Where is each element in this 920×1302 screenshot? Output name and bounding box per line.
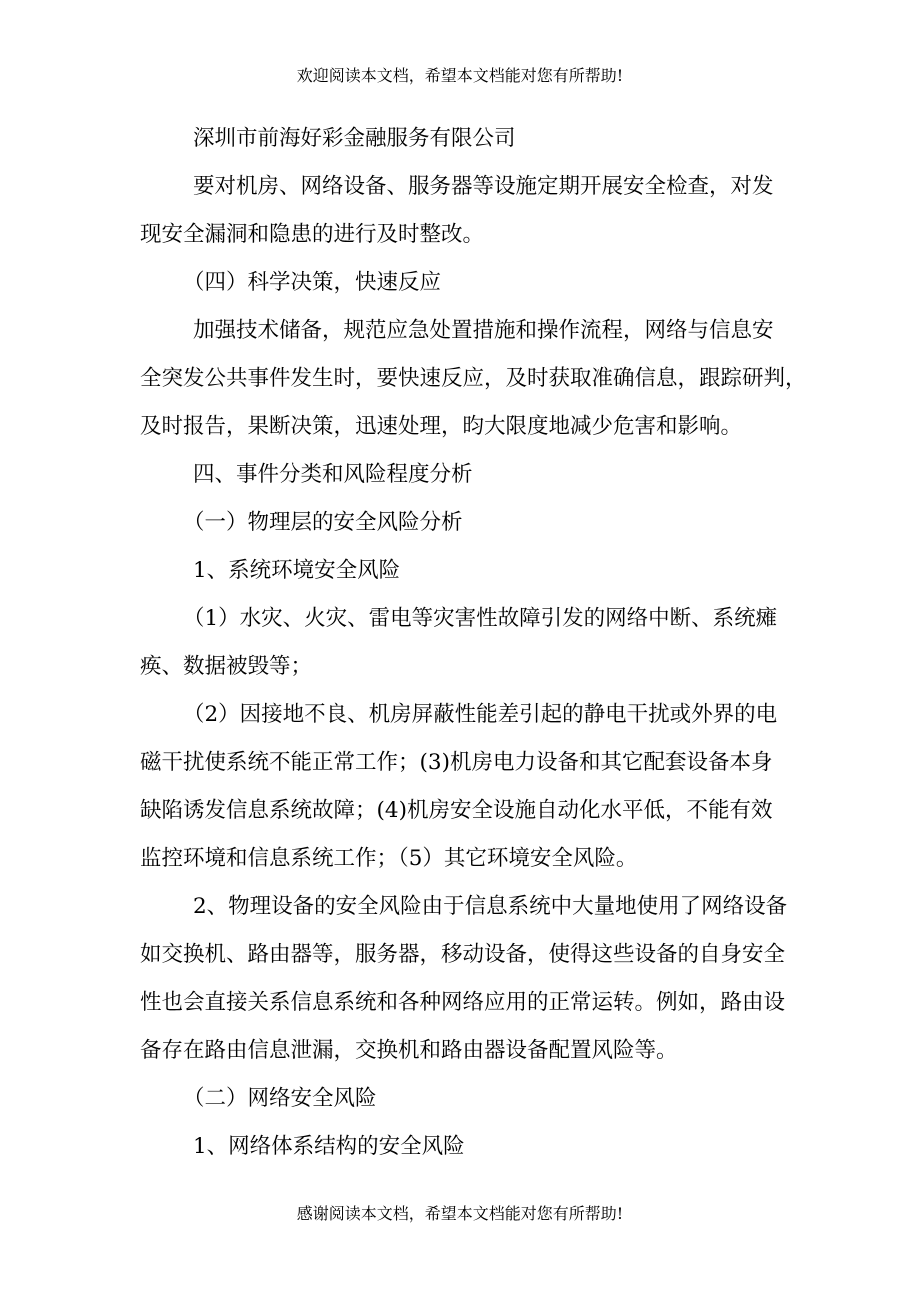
paragraph-line: 磁干扰使系统不能正常工作；(3)机房电力设备和其它配套设备本身 (140, 750, 773, 775)
section-heading: （一）物理层的安全风险分析 (183, 510, 463, 535)
section-heading: （二）网络安全风险 (183, 1086, 377, 1111)
paragraph-line: 如交换机、路由器等，服务器，移动设备，使得这些设备的自身安全 (140, 942, 786, 967)
section-heading: （四）科学决策，快速反应 (183, 270, 442, 295)
paragraph-line: （1）水灾、火灾、雷电等灾害性故障引发的网络中断、系统瘫 (183, 606, 778, 631)
paragraph-line: 全突发公共事件发生时，要快速反应，及时获取准确信息，跟踪研判， (140, 366, 807, 391)
paragraph-line: 2、物理设备的安全风险由于信息系统中大量地使用了网络设备 (193, 894, 788, 919)
paragraph-line: 及时报告，果断决策，迅速处理，昀大限度地减少危害和影响。 (140, 414, 743, 439)
section-heading: 1、系统环境安全风险 (193, 558, 401, 583)
section-heading: 1、网络体系结构的安全风险 (193, 1134, 465, 1159)
paragraph-line: 加强技术储备，规范应急处置措施和操作流程，网络与信息安 (193, 318, 774, 343)
paragraph-line: 现安全漏洞和隐患的进行及时整改。 (140, 222, 485, 247)
paragraph-line: 缺陷诱发信息系统故障；(4)机房安全设施自动化水平低，不能有效 (140, 798, 773, 823)
paragraph-line: 性也会直接关系信息系统和各种网络应用的正常运转。例如，路由设 (140, 990, 786, 1015)
company-name-line: 深圳市前海好彩金融服务有限公司 (193, 126, 516, 151)
paragraph-line: 备存在路由信息泄漏，交换机和路由器设备配置风险等。 (140, 1038, 678, 1063)
page-footer: 感谢阅读本文档，希望本文档能对您有所帮助! (296, 1204, 624, 1223)
paragraph-line: 监控环境和信息系统工作；（5）其它环境安全风险。 (140, 846, 638, 871)
section-heading: 四、事件分类和风险程度分析 (193, 462, 473, 487)
document-body (140, 115, 807, 1171)
paragraph-line: （2）因接地不良、机房屏蔽性能差引起的静电干扰或外界的电 (183, 702, 778, 727)
paragraph-line: 要对机房、网络设备、服务器等设施定期开展安全检查，对发 (193, 174, 774, 199)
paragraph-line: 痪、数据被毁等； (140, 654, 313, 679)
page-header: 欢迎阅读本文档，希望本文档能对您有所帮助! (296, 66, 624, 85)
